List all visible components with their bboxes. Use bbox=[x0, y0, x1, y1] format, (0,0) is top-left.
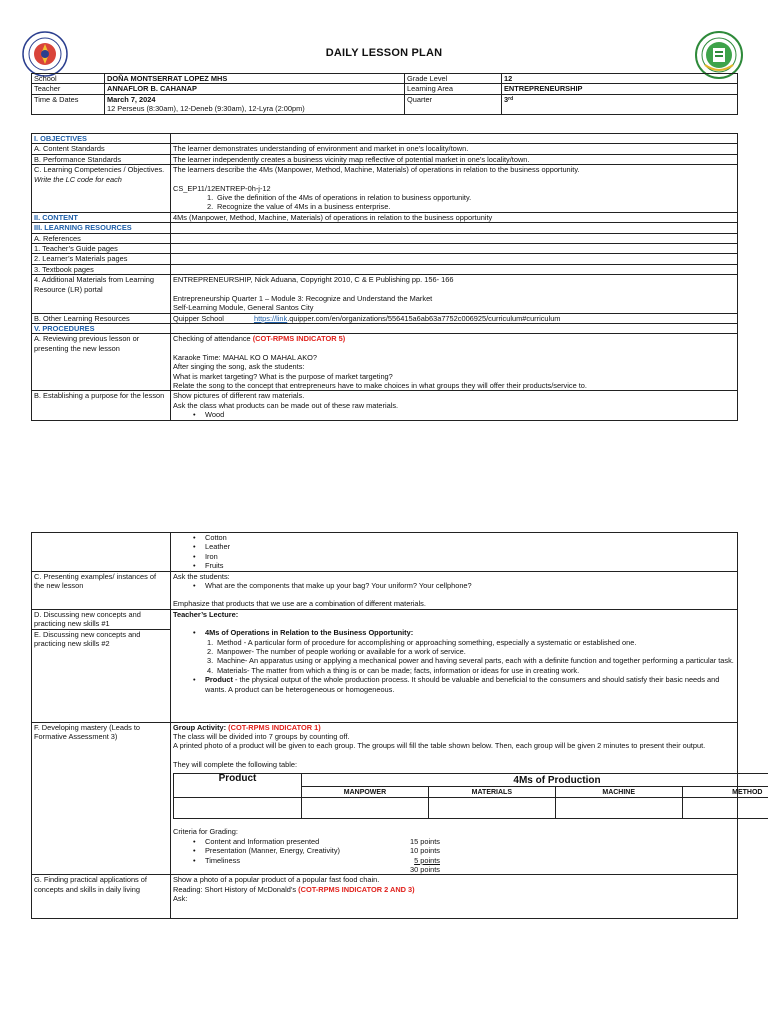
other-resources: Quipper School https://link.quipper.com/en/organizations/556415a6ab63a7752c006925/curriculum#curriculum bbox=[171, 313, 738, 323]
teachers-guide-label: 1. Teacher’s Guide pages bbox=[32, 244, 171, 254]
proc-b-label: B. Establishing a purpose for the lesson bbox=[32, 391, 171, 420]
content-standards: The learner demonstrates understanding of environment and market in one’s locality/town. bbox=[171, 144, 738, 154]
criteria-list bbox=[173, 837, 735, 875]
lesson-plan-table-2 bbox=[31, 532, 763, 919]
textbook-label: 3. Textbook pages bbox=[32, 264, 171, 274]
time-value bbox=[105, 94, 405, 114]
proc-e-label: E. Discussing new concepts and practicing new skills #2 bbox=[32, 629, 171, 722]
proc-a: Checking of attendance (COT-RPMS INDICATOR 5) Karaoke Time: MAHAL KO O MAHAL AKO? After singing the song, ask the students: What is market targeting? What is the purpose of market targeting? Relate the song to the concept that entrepreneurs have to make choices in what groups they will offer their products/service to. bbox=[171, 334, 738, 391]
four-ms-list bbox=[173, 638, 735, 676]
lc-code: CS_EP11/12ENTREP-0h-j-12 bbox=[173, 183, 271, 193]
raw-material-item: • Wood bbox=[173, 410, 735, 419]
competencies-label: C. Learning Competencies / Objectives. Write the LC code for each bbox=[32, 165, 171, 213]
page-2 bbox=[0, 528, 768, 1024]
school-value: DOÑA MONTSERRAT LOPEZ MHS bbox=[105, 74, 405, 84]
teacher-label: Teacher bbox=[32, 84, 105, 94]
objectives-list bbox=[173, 193, 735, 212]
lesson-plan-table-1 bbox=[31, 133, 738, 421]
four-ms-item: 2. Manpower- The number of people working or available for a work of service. bbox=[207, 647, 466, 657]
objectives-heading: I. OBJECTIVES bbox=[32, 134, 171, 144]
proc-d-label: D. Discussing new concepts and practicing new skills #1 bbox=[32, 609, 171, 629]
grade-label: Grade Level bbox=[405, 74, 502, 84]
area-value: ENTREPRENEURSHIP bbox=[502, 84, 738, 94]
proc-c-label: C. Presenting examples/ instances of the new lesson bbox=[32, 571, 171, 609]
time-label: Time & Dates bbox=[32, 94, 105, 114]
activity-product-header: Product bbox=[174, 774, 302, 798]
four-ms-item: 1. Method - A particular form of procedure for accomplishing or approaching something, especially a systematic or established one. bbox=[207, 637, 637, 647]
references-label: A. References bbox=[32, 233, 171, 243]
content-heading: II. CONTENT bbox=[32, 212, 171, 222]
proc-c: Ask the students: • What are the components that make up your bag? Your uniform? Your cellphone? Emphasize that products that we use are a combination of different materials. bbox=[171, 571, 738, 609]
learners-materials-label: 2. Learner’s Materials pages bbox=[32, 254, 171, 264]
proc-g-label: G. Finding practical applications of concepts and skills in daily living bbox=[32, 875, 171, 918]
activity-cell[interactable] bbox=[302, 798, 429, 819]
additional-materials: ENTREPRENEURSHIP, Nick Aduana, Copyright 2010, C & E Publishing pp. 156- 166 Entrepreneurship Quarter 1 – Module 3: Recognize and Understand the Market Self-Learning Module, General Santos City bbox=[171, 275, 738, 313]
date-value: March 7, 2024 bbox=[107, 94, 156, 104]
activity-cell[interactable] bbox=[428, 798, 555, 819]
activity-cell[interactable] bbox=[174, 798, 302, 819]
proc-a-label: A. Reviewing previous lesson or presenting the new lesson bbox=[32, 334, 171, 391]
additional-materials-label: 4. Additional Materials from Learning Resource (LR) portal bbox=[32, 275, 171, 313]
four-ms-item: 4. Materials- The matter from which a thing is or can be made; facts, information or ideas for use in creating work. bbox=[207, 665, 580, 675]
activity-col-header: METHOD bbox=[682, 787, 768, 798]
activity-col-header: MANPOWER bbox=[302, 787, 429, 798]
proc-b-continued bbox=[171, 533, 738, 572]
quarter-value: 3rd bbox=[502, 94, 738, 114]
sections-value: 12 Perseus (8:30am), 12-Deneb (9:30am), 12-Lyra (2:00pm) bbox=[107, 104, 305, 114]
product-definition: • Product - the physical output of the whole production process. It should be valuable and beneficial to the consumers and should satisfy their basic needs and wants. A product can be heterogeneous or homogeneous. bbox=[173, 675, 735, 694]
four-ms-item: 3. Machine- An apparatus using or applying a mechanical power and having several parts, each with a definite function and together performing a particular task. bbox=[207, 656, 734, 666]
teacher-value: ANNAFLOR B. CAHANAP bbox=[105, 84, 405, 94]
raw-material-item: • Fruits bbox=[173, 561, 735, 570]
raw-material-item: • Iron bbox=[173, 552, 735, 561]
criteria-total: 30 points bbox=[410, 864, 440, 874]
area-label: Learning Area bbox=[405, 84, 502, 94]
competencies: The learners describe the 4Ms (Manpower, Method, Machine, Materials) of operations in relation to the business opportunity. CS_EP11/12ENTREP-0h-j-12 1. Give the definition of the 4Ms of operations in relation to business opportunity. 2. Recognize the value of 4Ms in a business enterprise. bbox=[171, 165, 738, 213]
criteria-item: • Content and Information presented 15 points bbox=[173, 837, 735, 846]
header-info-table bbox=[31, 73, 738, 115]
content-text: 4Ms (Manpower, Method, Machine, Materials) of operations in relation to the business opportunity bbox=[171, 212, 738, 222]
activity-group-header: 4Ms of Production bbox=[302, 774, 768, 787]
proc-f: Group Activity: (COT-RPMS INDICATOR 1) The class will be divided into 7 groups by counting off. A printed photo of a product will be given to each group. The groups will fill the table shown below. Then, each group will be given 2 minutes to present their output. They will complete the following table: Product 4Ms of Production MANPOWER MATERIALS MACHINE METHOD Criteria for Grading: • Content and Information presented 15 points • Presentation (Manner, Energy, Creativity) 10 points • Timeliness 5 points 30 points bbox=[171, 722, 738, 875]
performance-standards-label: B. Performance Standards bbox=[32, 154, 171, 164]
quarter-label: Quarter bbox=[405, 94, 502, 114]
activity-cell[interactable] bbox=[555, 798, 682, 819]
content-standards-label: A. Content Standards bbox=[32, 144, 171, 154]
procedures-heading: V. PROCEDURES bbox=[32, 323, 171, 333]
proc-b: Show pictures of different raw materials. Ask the class what products can be made out of these raw materials. • Wood bbox=[171, 391, 738, 420]
page-1 bbox=[0, 0, 768, 490]
quipper-link[interactable]: https://link bbox=[253, 313, 288, 323]
objective-item: 2. Recognize the value of 4Ms in a business enterprise. bbox=[207, 202, 391, 212]
activity-table bbox=[173, 773, 768, 819]
grade-value: 12 bbox=[502, 74, 738, 84]
performance-standards: The learner independently creates a business vicinity map reflective of potential market in one’s locality/town. bbox=[171, 154, 738, 164]
proc-g: Show a photo of a popular product of a popular fast food chain. Reading: Short History of McDonald’s (COT-RPMS INDICATOR 2 AND 3) Ask: bbox=[171, 875, 738, 918]
raw-material-item: • Leather bbox=[173, 542, 735, 551]
activity-col-header: MATERIALS bbox=[428, 787, 555, 798]
other-resources-label: B. Other Learning Resources bbox=[32, 313, 171, 323]
criteria-item: • Presentation (Manner, Energy, Creativity) 10 points bbox=[173, 846, 735, 855]
school-label: School bbox=[32, 74, 105, 84]
activity-cell[interactable] bbox=[682, 798, 768, 819]
raw-material-item: • Cotton bbox=[173, 533, 735, 542]
proc-f-label: F. Developing mastery (Leads to Formative Assessment 3) bbox=[32, 722, 171, 875]
resources-heading: III. LEARNING RESOURCES bbox=[32, 223, 171, 233]
page-title: DAILY LESSON PLAN bbox=[325, 47, 443, 59]
teachers-lecture: Teacher’s Lecture: • 4Ms of Operations in Relation to the Business Opportunity: 1. Method - A particular form of procedure for accomplishing or approaching something, especially a systematic or established one. 2. Manpower- The number of people working or available for a work of service. 3. Machine- An apparatus using or applying a mechanical power and having several parts, each with a definite function and together performing a particular task. 4. Materials- The matter from which a thing is or can be made; facts, information or ideas for use in creating work. • Product - the physical output of the whole production process. It should be valuable and beneficial to the consumers and should satisfy their basic needs and wants. A product can be heterogeneous or homogeneous. bbox=[171, 609, 738, 722]
objective-item: 1. Give the definition of the 4Ms of operations in relation to business opportunity. bbox=[207, 193, 472, 203]
page-gap bbox=[0, 490, 768, 528]
criteria-item: • Timeliness 5 points bbox=[173, 856, 735, 865]
activity-col-header: MACHINE bbox=[555, 787, 682, 798]
